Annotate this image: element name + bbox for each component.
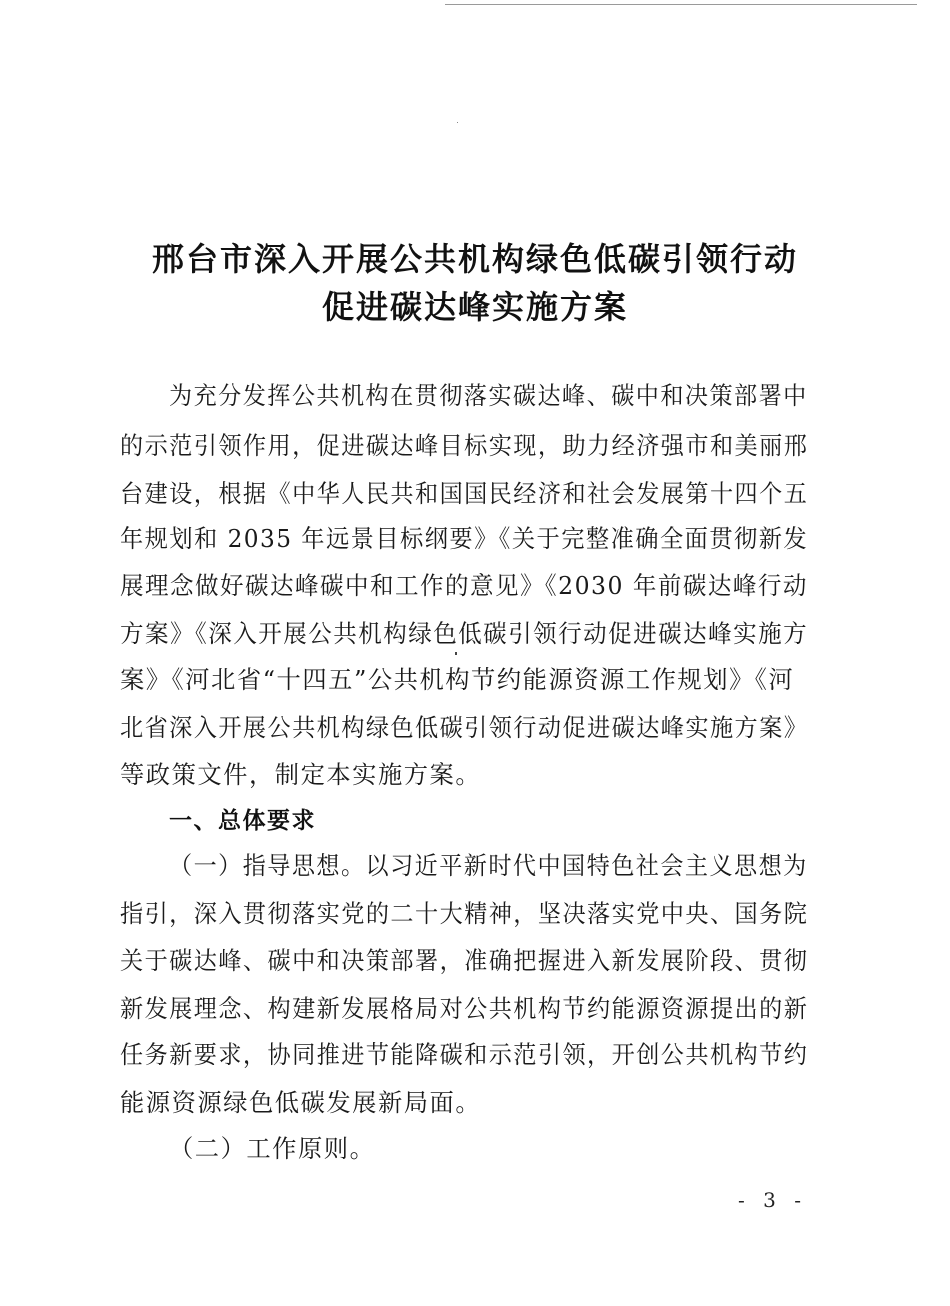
intro-paragraph-line: 年规划和 2035 年远景目标纲要》《关于完整准确全面贯彻新发	[120, 524, 809, 553]
guiding-ideology-line: 新发展理念、构建新发展格局对公共机构节约能源资源提出的新	[120, 994, 809, 1023]
top-border-line	[445, 4, 917, 5]
intro-paragraph-line: 展理念做好碳达峰碳中和工作的意见》《2030 年前碳达峰行动	[120, 571, 808, 600]
intro-paragraph-line: 为充分发挥公共机构在贯彻落实碳达峰、碳中和决策部署中	[169, 381, 808, 410]
intro-paragraph-line: 北省深入开展公共机构绿色低碳引领行动促进碳达峰实施方案》	[120, 713, 809, 742]
working-principles-heading: （二）工作原则。	[169, 1134, 376, 1163]
document-title-line-1: 邢台市深入开展公共机构绿色低碳引领行动	[151, 240, 798, 278]
intro-paragraph-line: 的示范引领作用，促进碳达峰目标实现，助力经济强市和美丽邢	[120, 431, 809, 460]
guiding-ideology-line: （一）指导思想。以习近平新时代中国特色社会主义思想为	[169, 851, 808, 880]
guiding-ideology-line: 指引，深入贯彻落实党的二十大精神，坚决落实党中央、国务院	[120, 899, 809, 928]
scan-speck	[457, 122, 458, 123]
guiding-ideology-line: 能源资源绿色低碳发展新局面。	[120, 1088, 482, 1117]
intro-paragraph-line: 等政策文件，制定本实施方案。	[120, 760, 482, 789]
intro-paragraph-line: 案》《河北省“十四五”公共机构节约能源资源工作规划》《河	[120, 665, 795, 694]
page-number: - 3 -	[738, 1188, 807, 1212]
intro-paragraph-line: 方案》《深入开展公共机构绿色低碳引领行动促进碳达峰实施方	[120, 619, 809, 648]
section-heading-overall-requirements: 一、总体要求	[169, 808, 316, 834]
guiding-ideology-line: 关于碳达峰、碳中和决策部署，准确把握进入新发展阶段、贯彻	[120, 946, 809, 975]
scan-speck	[455, 652, 457, 655]
document-title-line-2: 促进碳达峰实施方案	[321, 288, 628, 326]
intro-paragraph-line: 台建设，根据《中华人民共和国国民经济和社会发展第十四个五	[120, 479, 809, 508]
guiding-ideology-line: 任务新要求，协同推进节能降碳和示范引领，开创公共机构节约	[120, 1040, 809, 1069]
